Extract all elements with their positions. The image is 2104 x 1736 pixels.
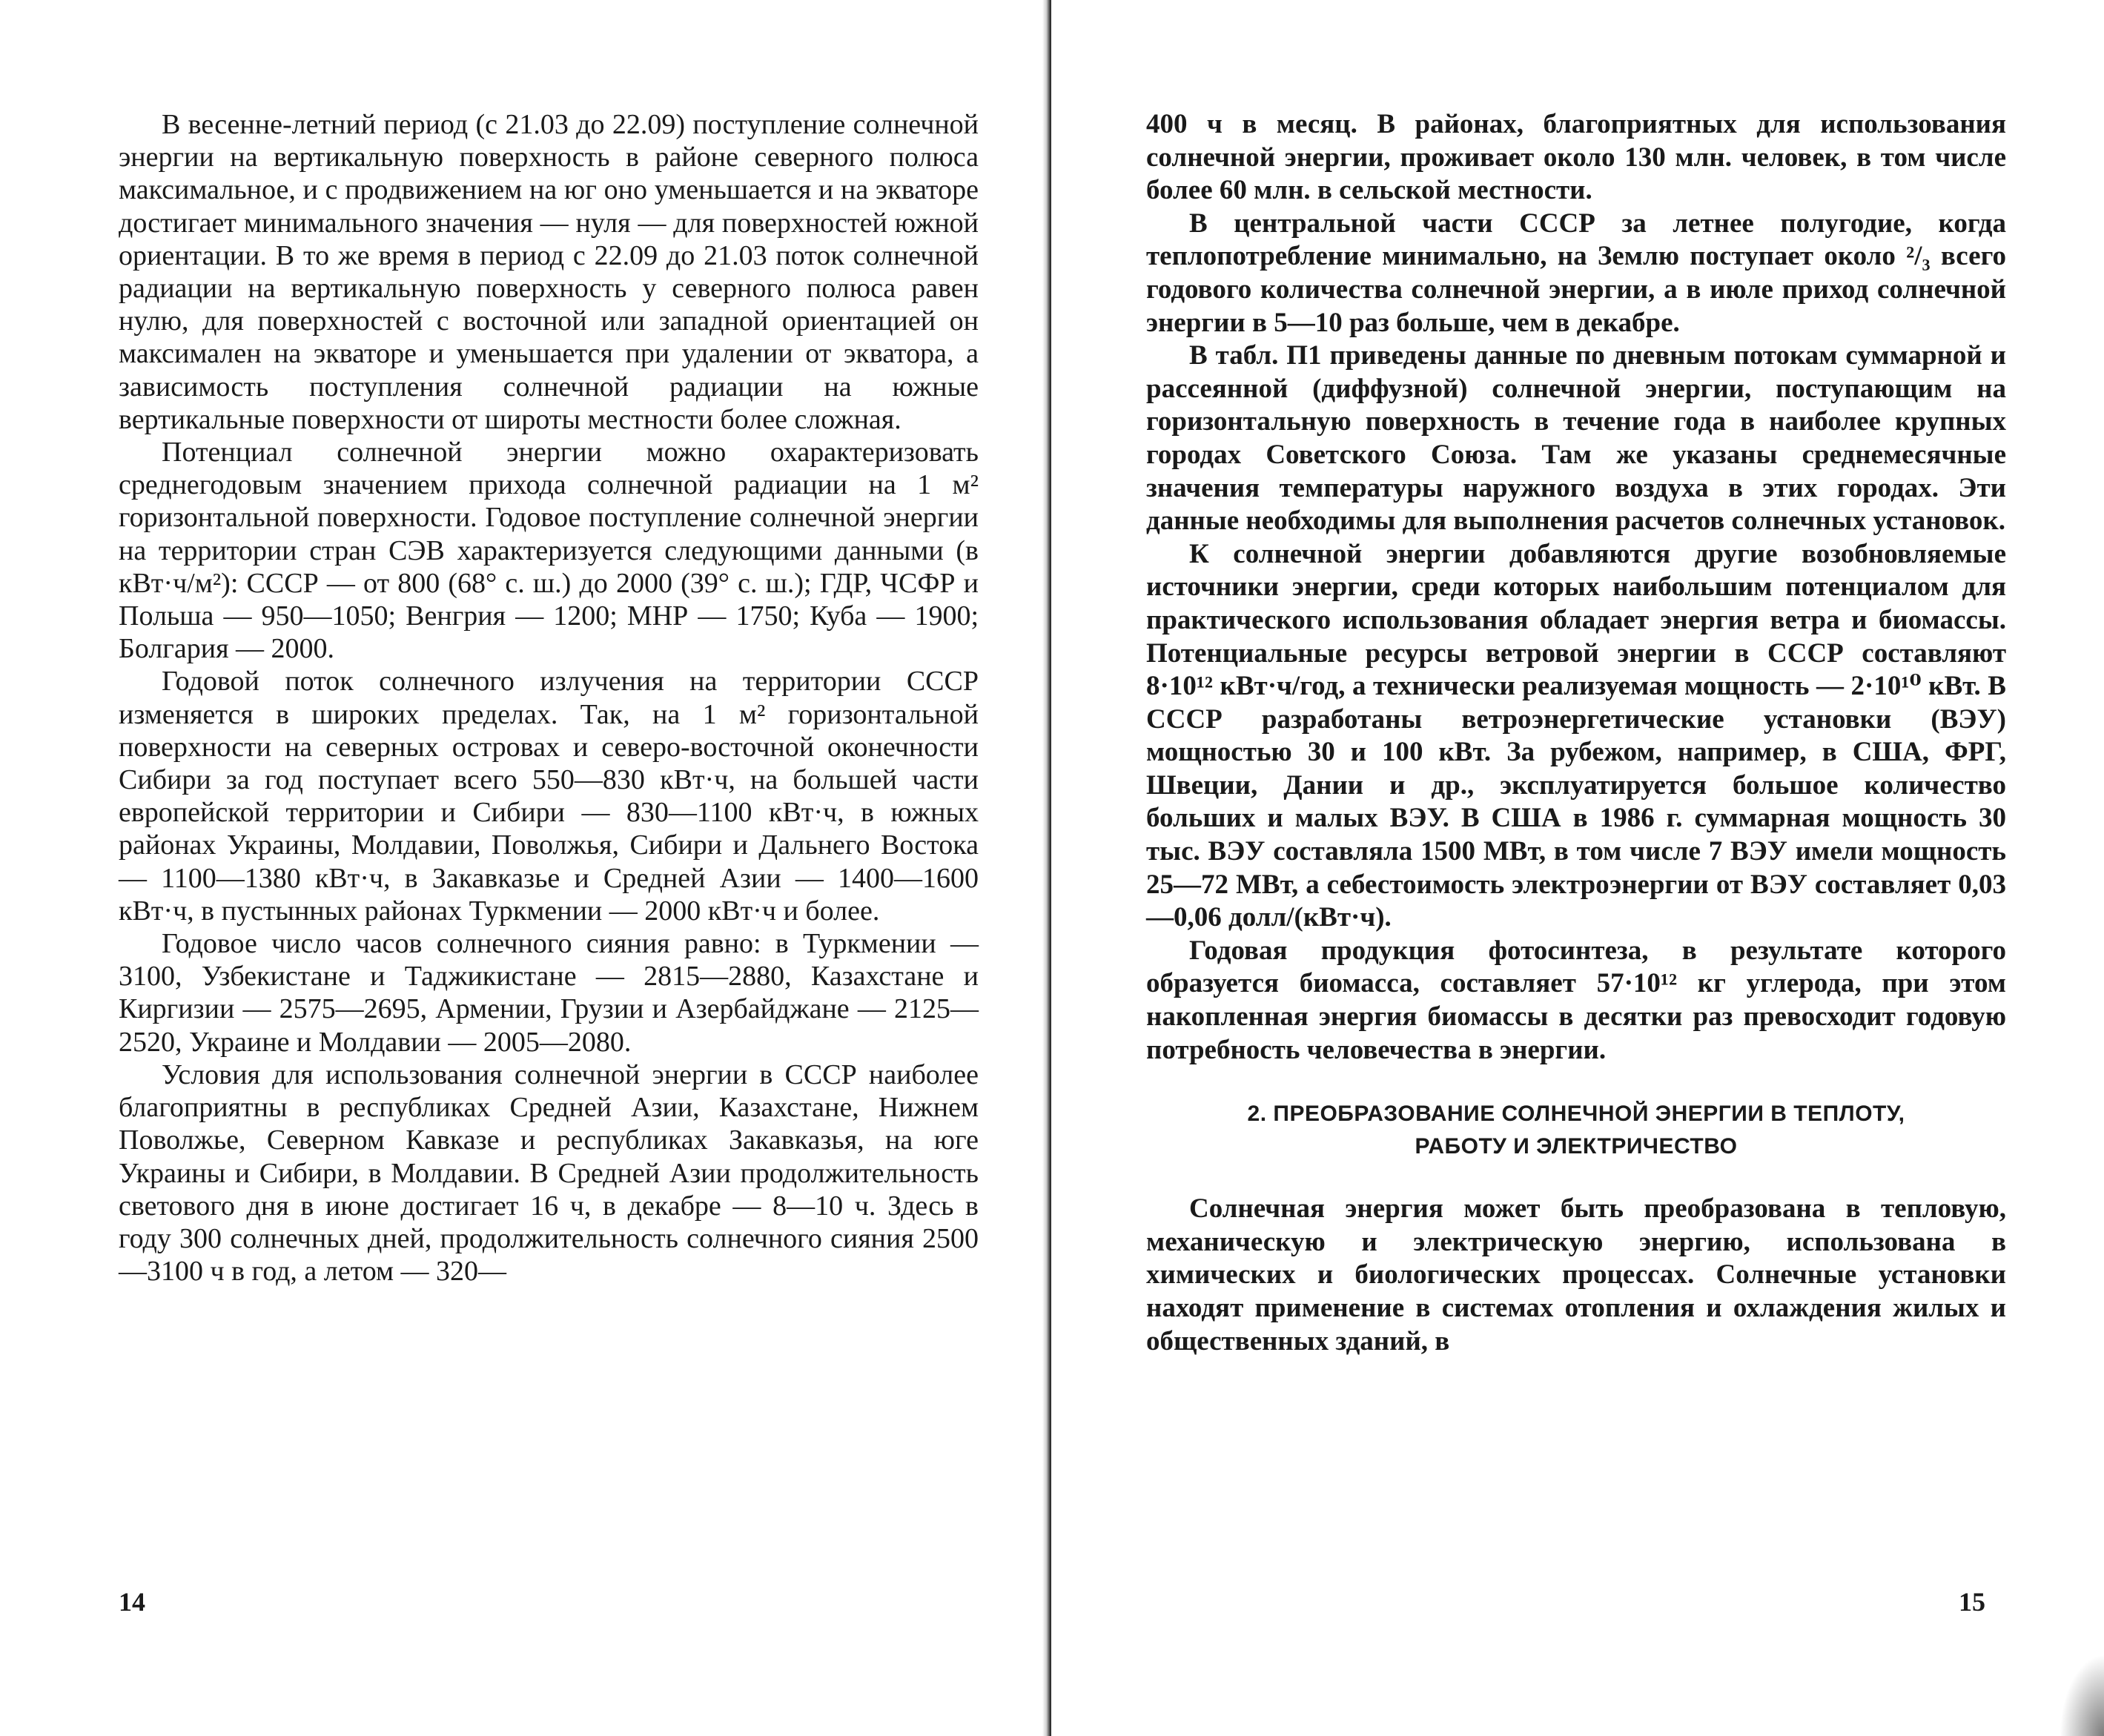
right-paragraph-5: Годовая продукция фотосинтеза, в результате которого образуется биомасса, составляет 57·10¹² кг углерода, при этом накопленная энергия биомассы в десятки раз превосходит годовую потребность человечества в энергии.: [1146, 935, 2006, 1065]
left-paragraph-4: Годовое число часов солнечного сияния равно: в Туркмении — 3100, Узбекистане и Таджикистане — 2815—2880, Казахстане и Киргизии — 2575—2695, Армении, Грузии и Азербайджане — 2125—2520, Украине и Молдавии — 2005—2080.: [119, 928, 979, 1058]
right-paragraph-3: В табл. П1 приведены данные по дневным потокам суммарной и рассеянной (диффузной) солнечной энергии, поступающим на горизонтальную поверхность в течение года в наиболее крупных городах Советского Союза. Там же указаны среднемесячные значения температуры наружного воздуха в этих городах. Эти данные необходимы для выполнения расчетов солнечных установок.: [1146, 340, 2006, 537]
right-paragraph-4: К солнечной энергии добавляются другие возобновляемые источники энергии, среди которых наибольшим потенциалом для практического использования обладает энергия ветра и биомассы. Потенциальные ресурсы ветровой энергии в СССР составляют 8·10¹² кВт·ч/год, а технически реализуемая мощность — 2·10¹⁰ кВт. В СССР разработаны ветроэнергетические установки (ВЭУ) мощностью 30 и 100 кВт. За рубежом, например, в США, ФРГ, Швеции, Дании и др., эксплуатируется большое количество больших и малых ВЭУ. В США в 1986 г. суммарная мощность 30 тыс. ВЭУ составляла 1500 МВт, в том числе 7 ВЭУ имели мощность 25—72 МВт, а себестоимость электроэнергии от ВЭУ составляет 0,03—0,06 долл/(кВт·ч).: [1146, 538, 2006, 933]
section-heading-line-2: РАБОТУ И ЭЛЕКТРИЧЕСТВО: [1415, 1134, 1738, 1159]
section-heading-line-1: 2. ПРЕОБРАЗОВАНИЕ СОЛНЕЧНОЙ ЭНЕРГИИ В ТЕПЛОТУ,: [1247, 1101, 1905, 1127]
page-number-left: 14: [119, 1587, 145, 1617]
left-paragraph-2: Потенциал солнечной энергии можно охарактеризовать среднегодовым значением прихода солнечной радиации на 1 м² горизонтальной поверхности. Годовое поступление солнечной энергии на территории стран СЭВ характеризуется следующими данными (в кВт·ч/м²): СССР — от 800 (68° с. ш.) до 2000 (39° с. ш.); ГДР, ЧСФР и Польша — 950—1050; Венгрия — 1200; МНР — 1750; Куба — 1900; Болгария — 2000.: [119, 437, 979, 665]
left-paragraph-1: В весенне-летний период (с 21.03 до 22.09) поступление солнечной энергии на вертикальную поверхность в районе северного полюса максимальное, и с продвижением на юг оно уменьшается и на экваторе достигает минимального значения — нуля — для поверхностей южной ориентации. В то же время в период с 22.09 до 21.03 поток солнечной радиации на вертикальную поверхность у северного полюса равен нулю, для поверхностей с восточной или западной ориентацией он максимален на экваторе и уменьшается при удалении от экватора, а зависимость поступления солнечной радиации на южные вертикальные поверхности от широты местности более сложная.: [119, 109, 979, 435]
left-page: [0, 0, 1047, 1736]
right-paragraph-1: 400 ч в месяц. В районах, благоприятных для использования солнечной энергии, проживает около 130 млн. человек, в том числе более 60 млн. в сельской местности.: [1146, 109, 2006, 206]
left-page-text: [119, 108, 979, 1288]
right-paragraph-2: В центральной части СССР за летнее полугодие, когда теплопотребление минимально, на Землю поступает около ²/₃ всего годового количества солнечной энергии, а в июле приход солнечной энергии в 5—10 раз больше, чем в декабре.: [1146, 208, 2006, 338]
section-heading: [1146, 1098, 2006, 1163]
page-number-right: 15: [1959, 1587, 1985, 1617]
left-paragraph-5: Условия для использования солнечной энергии в СССР наиболее благоприятны в республиках Средней Азии, Казахстане, Нижнем Поволжье, Северном Кавказе и республиках Закавказья, на юге Украины и Сибири, в Молдавии. В Средней Азии продолжительность светового дня в июне достигает 16 ч, в декабре — 8—10 ч. Здесь в году 300 солнечных дней, продолжительность солнечного сияния 2500—3100 ч в год, а летом — 320—: [119, 1059, 979, 1288]
right-page-text: [1146, 108, 2006, 1358]
left-paragraph-3: Годовой поток солнечного излучения на территории СССР изменяется в широких пределах. Так, на 1 м² горизонтальной поверхности на северных островах и северо-восточной оконечности Сибири за год поступает всего 550—830 кВт·ч, на большей части европейской территории и Сибири — 830—1100 кВт·ч, в южных районах Украины, Молдавии, Поволжья, Сибири и Дальнего Востока — 1100—1380 кВт·ч, в Закавказье и Средней Азии — 1400—1600 кВт·ч, в пустынных районах Туркмении — 2000 кВт·ч и более.: [119, 666, 979, 927]
scan-shadow-corner: [2060, 1654, 2104, 1736]
right-paragraph-6: Солнечная энергия может быть преобразована в тепловую, механическую и электрическую энергию, использована в химических и биологических процессах. Солнечные установки находят применение в системах отопления и охлаждения жилых и общественных зданий, в: [1146, 1193, 2006, 1356]
right-page: [1051, 0, 2104, 1736]
